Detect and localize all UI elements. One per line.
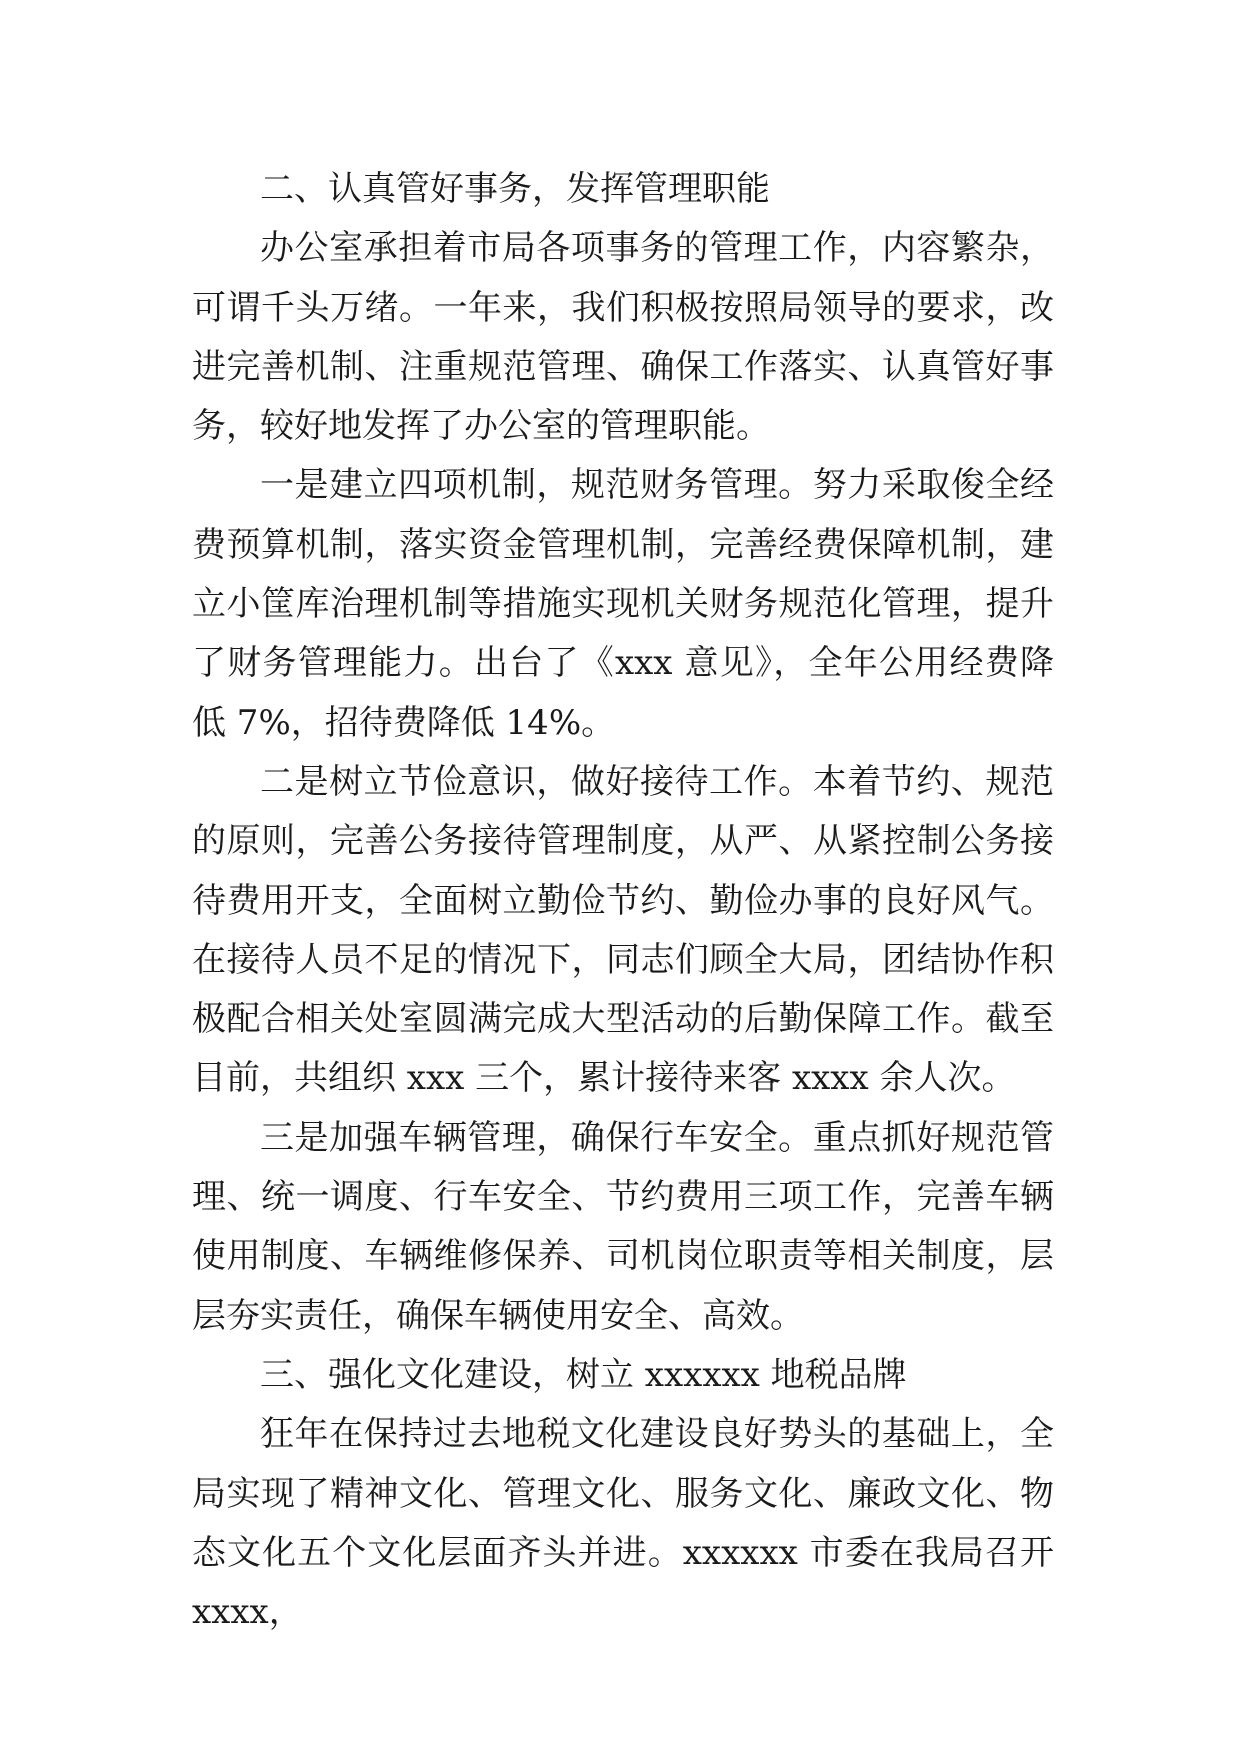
paragraph-vehicle-management: 三是加强车辆管理，确保行车安全。重点抓好规范管理、统一调度、行车安全、节约费用三项工作，完善车辆使用制度、车辆维修保养、司机岗位职责等相关制度，层层夯实责任，确保车辆使用安全、高效。 <box>192 1117 1054 1336</box>
section-heading-3: 三、强化文化建设，树立 xxxxxx 地税品牌 <box>260 1354 907 1395</box>
document-body <box>192 160 1054 1642</box>
section-heading-2: 二、认真管好事务，发挥管理职能 <box>260 169 770 209</box>
paragraph-finance-management: 一是建立四项机制，规范财务管理。努力采取俊全经费预算机制，落实资金管理机制，完善经费保障机制，建立小筐库治理机制等措施实现机关财务规范化管理，提升了财务管理能力。出台了《xxx 意见》，全年公用经费降低 7%，招待费降低 14%。 <box>192 465 1054 743</box>
paragraph-reception-work: 二是树立节俭意识，做好接待工作。本着节约、规范的原则，完善公务接待管理制度，从严、从紧控制公务接待费用开支，全面树立勤俭节约、勤俭办事的良好风气。在接待人员不足的情况下，同志们顾全大局，团结协作积极配合相关处室圆满完成大型活动的后勤保障工作。截至目前，共组织 xxx 三个，累计接待来客 xxxx 余人次。 <box>192 761 1054 1099</box>
paragraph-culture-building: 狂年在保持过去地税文化建设良好势头的基础上，全局实现了精神文化、管理文化、服务文化、廉政文化、物态文化五个文化层面齐头并进。xxxxxx 市委在我局召开 xxxx， <box>192 1414 1054 1633</box>
paragraph-office-duties: 办公室承担着市局各项事务的管理工作，内容繁杂，可谓千头万绪。一年来，我们积极按照局领导的要求，改进完善机制、注重规范管理、确保工作落实、认真管好事务，较好地发挥了办公室的管理职能。 <box>192 228 1054 447</box>
